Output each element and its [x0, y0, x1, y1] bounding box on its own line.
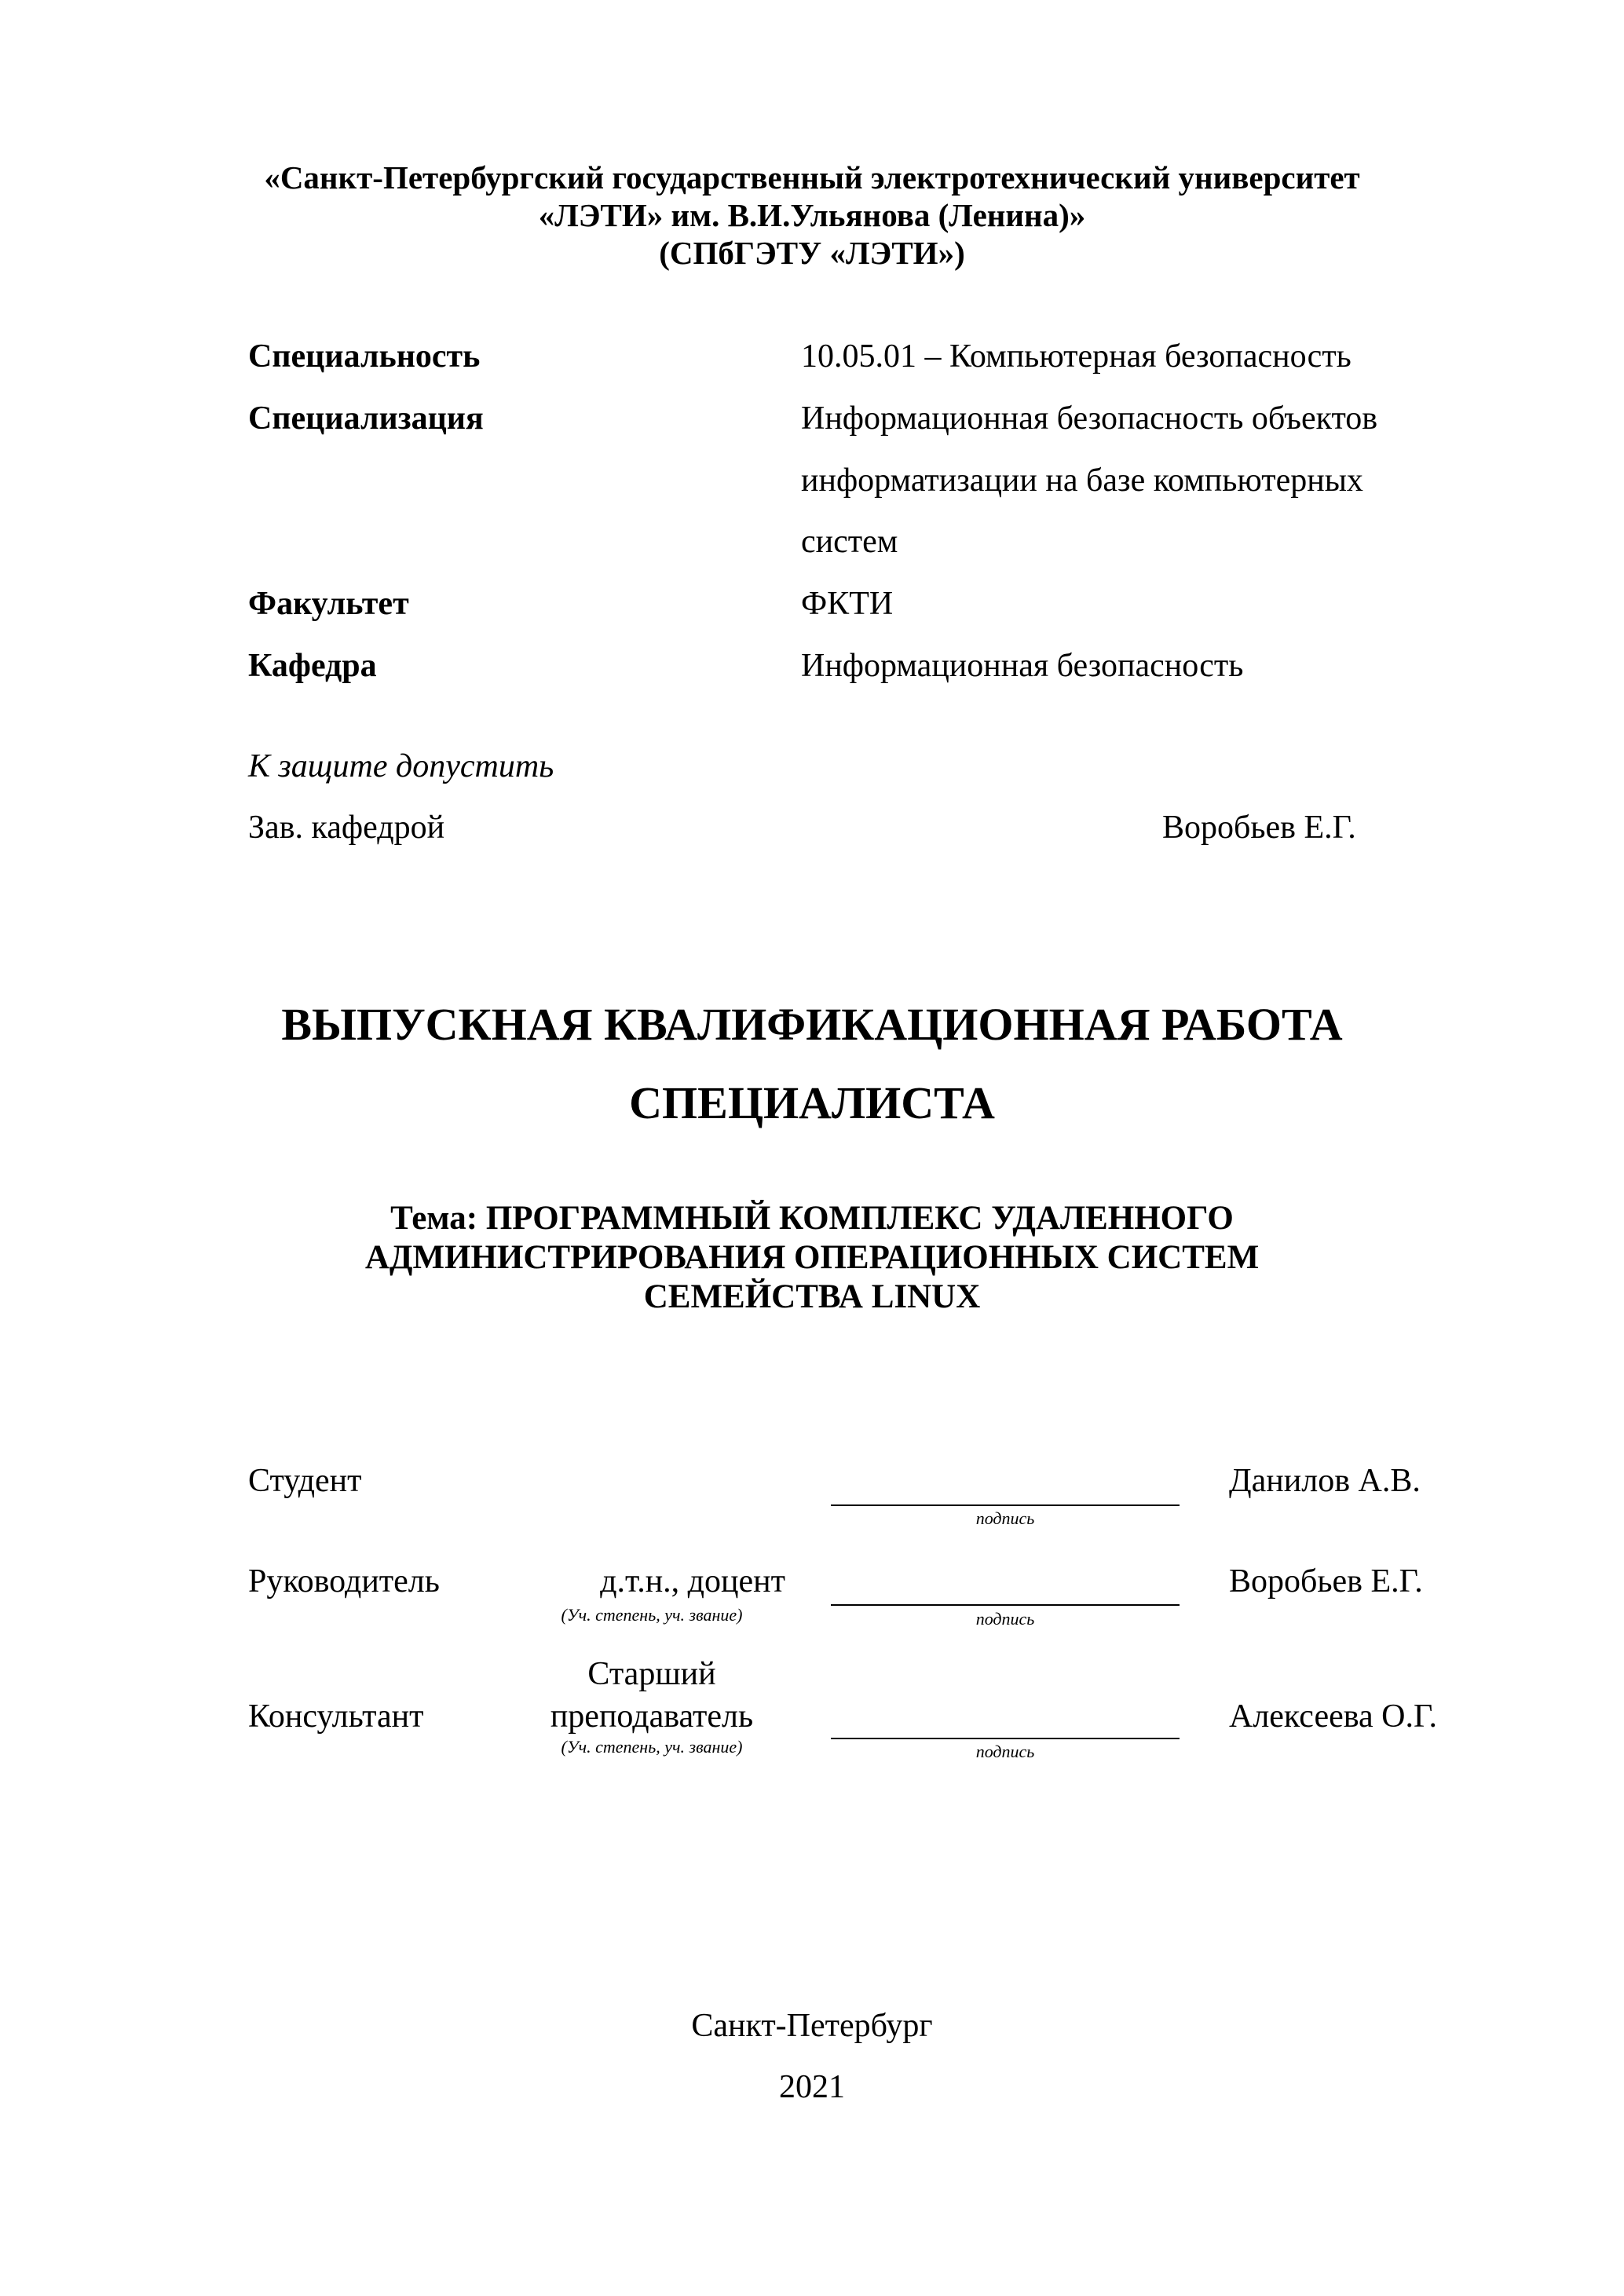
- consultant-name: Алексеева О.Г.: [1229, 1698, 1438, 1735]
- specialization-label: Специализация: [248, 400, 484, 437]
- topic-line2: АДМИНИСТРИРОВАНИЯ ОПЕРАЦИОННЫХ СИСТЕМ: [364, 1239, 1260, 1276]
- supervisor-name: Воробьев Е.Г.: [1229, 1563, 1423, 1600]
- supervisor-degree: д.т.н., доцент: [600, 1563, 785, 1600]
- topic-line1: Тема: ПРОГРАММНЫЙ КОМПЛЕКС УДАЛЕННОГО: [390, 1200, 1234, 1237]
- consultant-signature-caption: подпись: [975, 1742, 1035, 1761]
- document-title-line1: ВЫПУСКНАЯ КВАЛИФИКАЦИОННАЯ РАБОТА: [281, 999, 1343, 1050]
- city: Санкт-Петербург: [691, 2008, 933, 2044]
- consultant-degree-line1: Старший: [587, 1656, 716, 1692]
- faculty-value: ФКТИ: [801, 586, 894, 622]
- consultant-degree-line2: преподаватель: [550, 1698, 754, 1735]
- specialization-value-line3: систем: [801, 524, 898, 560]
- document-title-line2: СПЕЦИАЛИСТА: [629, 1077, 995, 1128]
- head-of-department-name: Воробьев Е.Г.: [1162, 810, 1356, 846]
- specialization-value-line2: информатизации на базе компьютерных: [801, 462, 1363, 499]
- supervisor-degree-caption: (Уч. степень, уч. звание): [561, 1605, 743, 1625]
- student-signature-line: [831, 1504, 1180, 1506]
- supervisor-label: Руководитель: [248, 1563, 440, 1600]
- faculty-label: Факультет: [248, 586, 409, 622]
- student-name: Данилов А.В.: [1229, 1463, 1421, 1499]
- university-abbreviation: (СПбГЭТУ «ЛЭТИ»): [659, 235, 965, 271]
- consultant-label: Консультант: [248, 1698, 424, 1735]
- department-label: Кафедра: [248, 648, 377, 684]
- admission-note: К защите допустить: [248, 748, 554, 784]
- topic-line3: СЕМЕЙСТВА LINUX: [643, 1278, 981, 1315]
- student-label: Студент: [248, 1463, 362, 1499]
- university-name-line1: «Санкт-Петербургский государственный электротехнический университет: [264, 159, 1360, 196]
- year: 2021: [779, 2069, 845, 2105]
- specialization-value-line1: Информационная безопасность объектов: [801, 400, 1378, 437]
- supervisor-signature-line: [831, 1604, 1180, 1606]
- consultant-signature-line: [831, 1738, 1180, 1739]
- specialty-label: Специальность: [248, 338, 481, 375]
- specialty-value: 10.05.01 – Компьютерная безопасность: [801, 338, 1352, 375]
- consultant-degree-caption: (Уч. степень, уч. звание): [561, 1737, 743, 1757]
- head-of-department-label: Зав. кафедрой: [248, 810, 445, 846]
- supervisor-signature-caption: подпись: [975, 1609, 1035, 1629]
- department-value: Информационная безопасность: [801, 648, 1244, 684]
- university-name-line2: «ЛЭТИ» им. В.И.Ульянова (Ленина)»: [538, 197, 1086, 233]
- student-signature-caption: подпись: [975, 1508, 1035, 1528]
